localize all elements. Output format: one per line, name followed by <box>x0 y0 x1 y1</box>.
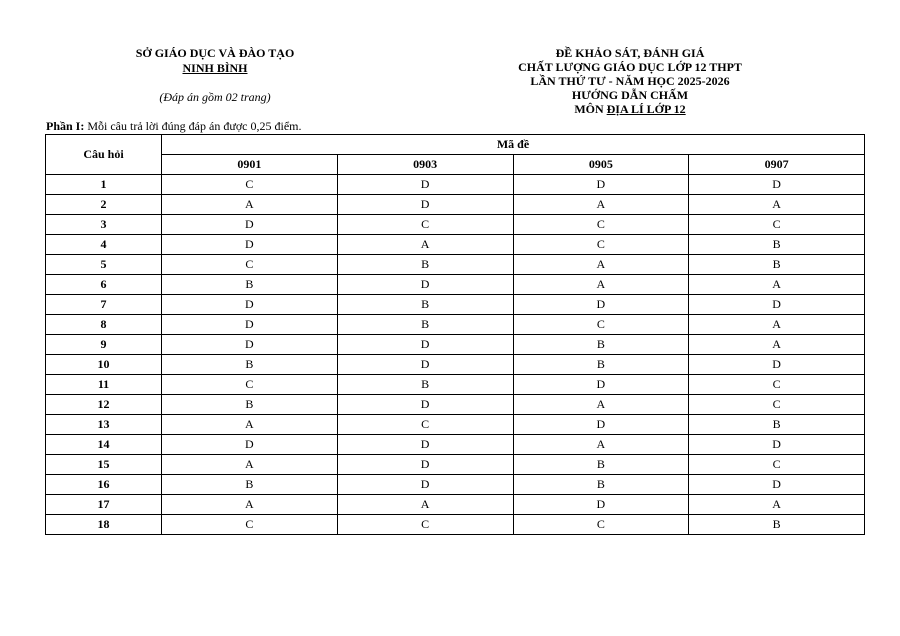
answer-cell: B <box>513 335 689 355</box>
answer-cell: C <box>513 215 689 235</box>
department-name: SỞ GIÁO DỤC VÀ ĐÀO TẠO <box>135 46 295 60</box>
subject-name: ĐỊA LÍ LỚP 12 <box>606 102 686 116</box>
table-row <box>46 435 865 455</box>
answer-cell: D <box>513 495 689 515</box>
question-number: 16 <box>46 475 162 495</box>
answer-cell: B <box>337 315 513 335</box>
answer-cell: B <box>162 395 338 415</box>
answer-cell: B <box>162 355 338 375</box>
answer-cell: C <box>513 315 689 335</box>
answer-cell: A <box>513 255 689 275</box>
question-number: 1 <box>46 175 162 195</box>
question-number: 15 <box>46 455 162 475</box>
answer-cell: D <box>689 295 865 315</box>
code-header: Mã đề <box>162 135 865 155</box>
table-row <box>46 255 865 275</box>
code-column-header: 0907 <box>689 155 865 175</box>
answer-cell: A <box>689 195 865 215</box>
answer-cell: D <box>337 195 513 215</box>
answer-cell: B <box>513 355 689 375</box>
question-number: 8 <box>46 315 162 335</box>
answer-cell: D <box>162 295 338 315</box>
question-number: 11 <box>46 375 162 395</box>
question-header: Câu hỏi <box>46 135 162 175</box>
answer-cell: B <box>337 295 513 315</box>
table-row <box>46 335 865 355</box>
answer-cell: D <box>337 275 513 295</box>
part-text: Mỗi câu trả lời đúng đáp án được 0,25 điểm. <box>84 119 302 133</box>
answer-cell: A <box>162 455 338 475</box>
answer-cell: D <box>689 475 865 495</box>
answer-cell: D <box>513 415 689 435</box>
answer-cell: C <box>513 235 689 255</box>
question-number: 2 <box>46 195 162 215</box>
answer-cell: D <box>689 355 865 375</box>
table-row <box>46 235 865 255</box>
answer-cell: C <box>513 515 689 535</box>
answer-cell: C <box>689 395 865 415</box>
answer-cell: C <box>337 515 513 535</box>
part-label: Phần I: <box>46 119 85 133</box>
table-row <box>46 275 865 295</box>
answer-cell: B <box>337 255 513 275</box>
answer-cell: D <box>337 175 513 195</box>
table-row <box>46 495 865 515</box>
answer-cell: A <box>337 235 513 255</box>
answer-cell: A <box>337 495 513 515</box>
answer-cell: A <box>162 195 338 215</box>
answer-cell: D <box>337 475 513 495</box>
answer-cell: B <box>162 275 338 295</box>
question-number: 10 <box>46 355 162 375</box>
table-row <box>46 295 865 315</box>
answer-cell: D <box>513 295 689 315</box>
code-column-header: 0903 <box>337 155 513 175</box>
answer-cell: A <box>689 495 865 515</box>
question-number: 3 <box>46 215 162 235</box>
answer-cell: D <box>162 315 338 335</box>
table-row <box>46 215 865 235</box>
code-column-header: 0901 <box>162 155 338 175</box>
part-instruction <box>46 119 302 133</box>
answer-cell: B <box>689 515 865 535</box>
table-row <box>46 475 865 495</box>
answer-table <box>45 134 865 535</box>
table-row <box>46 515 865 535</box>
answer-cell: C <box>337 215 513 235</box>
answer-cell: B <box>337 375 513 395</box>
answer-cell: A <box>689 275 865 295</box>
question-number: 14 <box>46 435 162 455</box>
answer-cell: D <box>337 435 513 455</box>
question-number: 7 <box>46 295 162 315</box>
guide-title: HƯỚNG DẪN CHẤM <box>571 88 689 102</box>
question-number: 5 <box>46 255 162 275</box>
table-row <box>46 415 865 435</box>
answer-cell: C <box>162 515 338 535</box>
answer-cell: D <box>513 375 689 395</box>
question-number: 4 <box>46 235 162 255</box>
answer-cell: A <box>513 435 689 455</box>
answer-cell: D <box>162 235 338 255</box>
header-right <box>470 46 790 116</box>
answer-cell: A <box>689 315 865 335</box>
question-number: 18 <box>46 515 162 535</box>
exam-title: ĐỀ KHẢO SÁT, ĐÁNH GIÁ <box>555 46 705 60</box>
header-left <box>95 46 335 105</box>
answer-cell: B <box>689 255 865 275</box>
answer-cell: A <box>162 415 338 435</box>
page-count-note: (Đáp án gồm 02 trang) <box>159 90 271 104</box>
question-number: 13 <box>46 415 162 435</box>
answer-cell: A <box>513 195 689 215</box>
answer-cell: A <box>689 335 865 355</box>
answer-cell: C <box>337 415 513 435</box>
table-row <box>46 195 865 215</box>
exam-round: LẦN THỨ TƯ - NĂM HỌC 2025-2026 <box>530 74 730 88</box>
answer-cell: C <box>162 375 338 395</box>
answer-cell: C <box>689 455 865 475</box>
answer-cell: B <box>513 455 689 475</box>
answer-cell: D <box>689 435 865 455</box>
exam-subtitle: CHẤT LƯỢNG GIÁO DỤC LỚP 12 THPT <box>518 60 742 74</box>
answer-cell: D <box>162 435 338 455</box>
question-number: 6 <box>46 275 162 295</box>
table-row <box>46 175 865 195</box>
answer-cell: A <box>162 495 338 515</box>
subject-line <box>470 102 790 116</box>
table-row <box>46 395 865 415</box>
code-column-header: 0905 <box>513 155 689 175</box>
answer-cell: B <box>689 235 865 255</box>
question-number: 12 <box>46 395 162 415</box>
table-row <box>46 315 865 335</box>
answer-cell: C <box>689 215 865 235</box>
answer-cell: C <box>162 175 338 195</box>
table-row <box>46 455 865 475</box>
table-row <box>46 355 865 375</box>
answer-cell: C <box>689 375 865 395</box>
province-name: NINH BÌNH <box>182 61 248 75</box>
question-number: 9 <box>46 335 162 355</box>
answer-cell: D <box>337 455 513 475</box>
answer-cell: A <box>513 275 689 295</box>
answer-cell: D <box>337 395 513 415</box>
answer-cell: C <box>162 255 338 275</box>
answer-cell: D <box>689 175 865 195</box>
answer-cell: D <box>337 355 513 375</box>
answer-cell: D <box>162 335 338 355</box>
answer-cell: D <box>162 215 338 235</box>
subject-prefix: MÔN <box>574 102 607 116</box>
answer-cell: B <box>689 415 865 435</box>
question-number: 17 <box>46 495 162 515</box>
table-row <box>46 375 865 395</box>
answer-cell: D <box>337 335 513 355</box>
answer-cell: D <box>513 175 689 195</box>
answer-cell: B <box>513 475 689 495</box>
answer-cell: A <box>513 395 689 415</box>
answer-cell: B <box>162 475 338 495</box>
